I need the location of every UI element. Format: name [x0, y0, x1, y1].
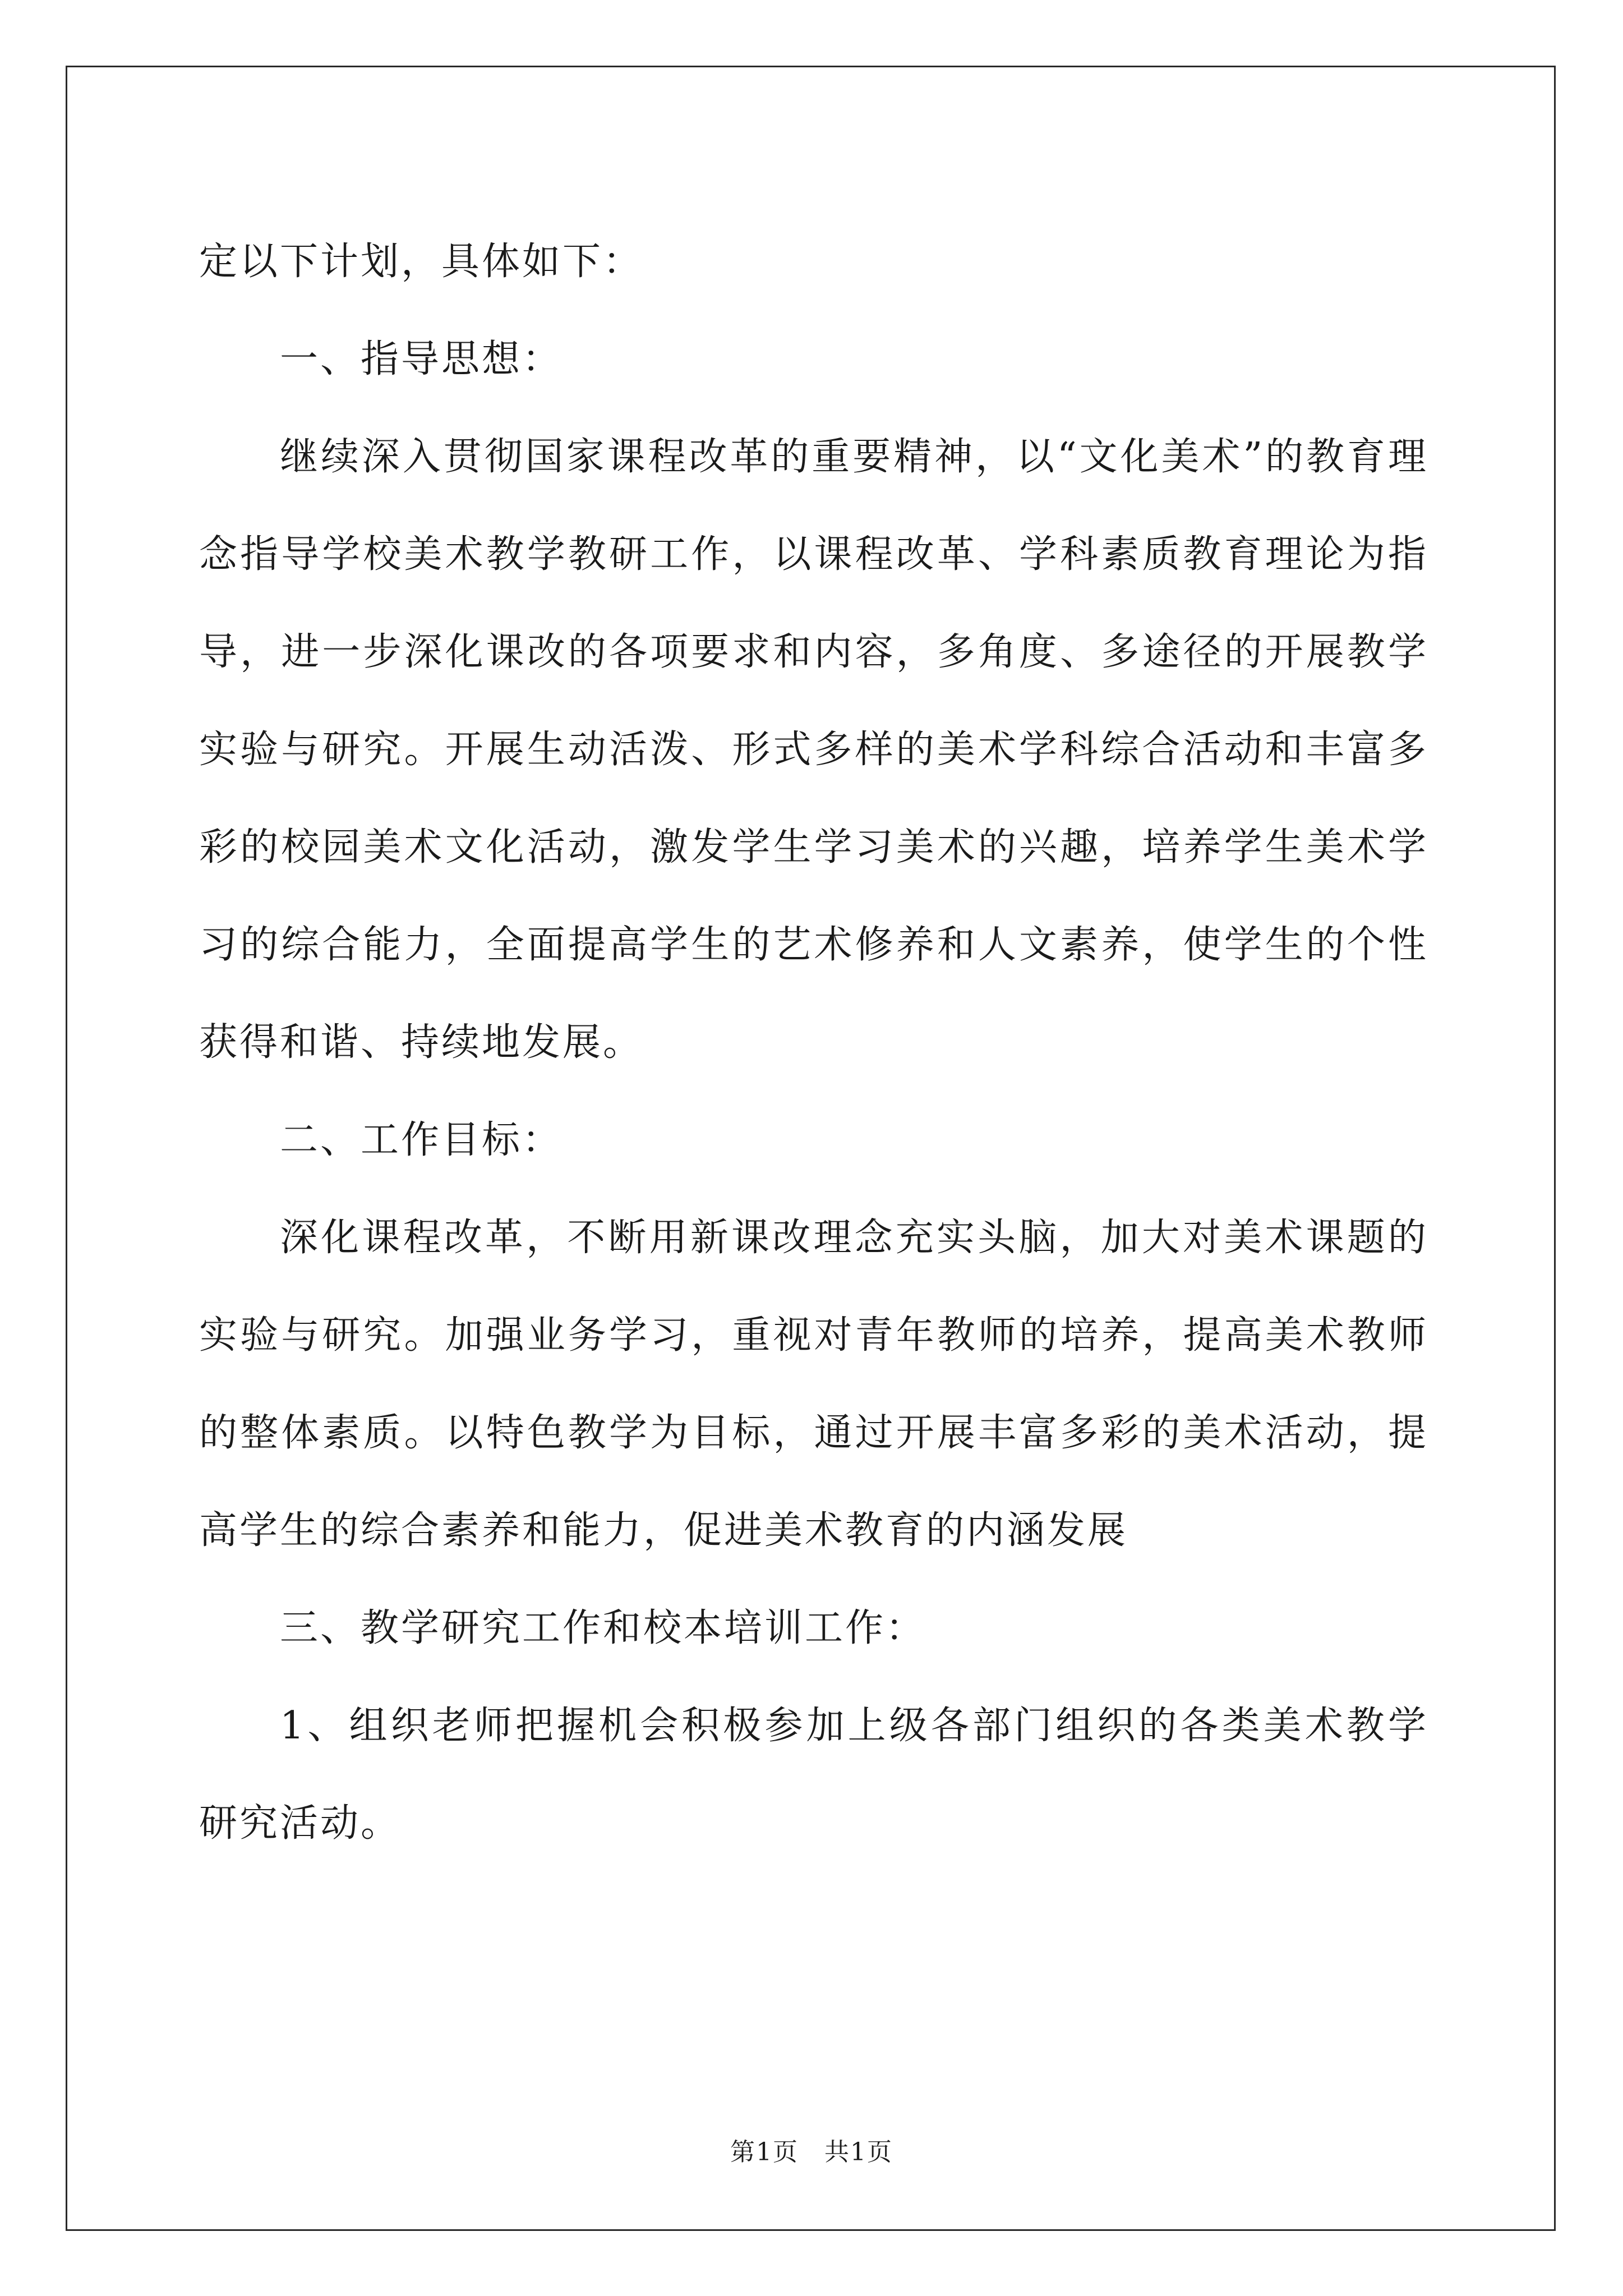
page-number-footer: 第1页 共1页: [730, 2138, 893, 2166]
heading-guiding-ideology: 一、指导思想：: [280, 337, 563, 381]
paragraph-intro: 定以下计划，具体如下：: [199, 240, 644, 284]
paragraph-guiding-ideology: 继续深入贯彻国家课程改革的重要精神，以“文化美术”的教育理念指导学校美术教学教研工作，以课程改革、学科素质教育理论为指导，进一步深化课改的各项要求和内容，多角度、多途径的开展教学实验与研究。开展生动活泼、形式多样的美术学科综合活动和丰富多彩的校园美术文化活动，激发学生学习美术的兴趣，培养学生美术学习的综合能力，全面提高学生的艺术修养和人文素养，使学生的个性获得和谐、持续地发展。: [199, 435, 1428, 1065]
document-body: [199, 213, 1428, 1872]
heading-work-goals: 二、工作目标：: [280, 1118, 563, 1162]
list-item-1: 1、组织老师把握机会积极参加上级各部门组织的各类美术教学研究活动。: [199, 1704, 1428, 1846]
paragraph-work-goals: 深化课程改革，不断用新课改理念充实头脑，加大对美术课题的实验与研究。加强业务学习，重视对青年教师的培养，提高美术教师的整体素质。以特色教学为目标，通过开展丰富多彩的美术活动，提高学生的综合素养和能力，促进美术教育的内涵发展: [199, 1216, 1428, 1553]
heading-teaching-research: 三、教学研究工作和校本培训工作：: [280, 1606, 926, 1650]
